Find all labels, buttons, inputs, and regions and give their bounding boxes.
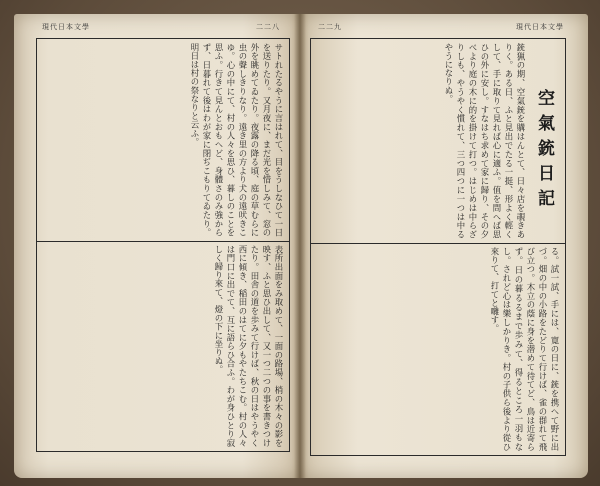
right-header-publication: 現代日本文學	[516, 23, 564, 31]
left-header-publication: 現代日本文學	[42, 23, 90, 31]
right-text-frame	[310, 38, 566, 456]
chapter-title: 空氣銃日記	[534, 89, 554, 214]
right-page-number: 二二九	[318, 23, 342, 31]
right-bottom-text: る。試一試、手には、寛の日に、銃を携へて野に出づ。畑の中の小路をたどりて行けば、雀の群れて飛び立つ。木立の蔭に身を潜めて待てど、鳥は近寄らず。日の暮るるまで歩みて、得るところ一羽もなし。されど心は樂しかりき。村の子供ら後より從ひ來りて、打てと囃す。	[490, 246, 560, 451]
left-page	[14, 14, 300, 478]
left-bottom-text: 表所出面をみ取めて、一面の路場、梢の木々の影を映す、ふと思ひ出して、又一つ二つの事を書きつけたり。田舎の道を歩みて行けば、秋の日はやうやく西に傾き、稲田のはてに夕もやたちこむ。村の人々は門口に出でて、互に語らひ合ふ。わが身ひとり寂しく歸り來て、燈の下に坐りぬ。	[214, 244, 284, 447]
left-page-number: 二二八	[256, 23, 280, 31]
right-top-text: 銃猟の期、空氣銃を購はんとて、日々店を覗きありく。ある日、ふと見出でたる一挺、形よく輕くして、手に取りて見れば心に適ふ。值を問へば思ひの外に安し。すなはち求めて家に歸り、その夕べより庭の木に的を掛けて打つ。はじめは中らざりしも、やうやく慣れて、三つ四つに一つは中るやうになりぬ。	[444, 43, 526, 239]
book-gutter	[294, 14, 306, 478]
left-text-frame	[36, 38, 290, 452]
right-page	[300, 14, 588, 478]
left-divider	[37, 241, 289, 242]
left-top-text: サトれたるやうに言はれて、目をうしなひて一日を送りたり。又月夜に、まだ光を惜しみて、窓の外を眺めてゐたり。夜露の降る頃、庭の草むらに虫の聲しきりなり。遠き里の方より犬の遠吠きこゆ。心の中にて、村の人々を思ひ、暮しのことを思ふ。行きて見んとおもへど、身體さのみ強からず、日暮れて後はわが家に閉ぢこもりてゐたり。明日は村の祭なりと云ふ。	[190, 43, 284, 237]
right-divider	[311, 243, 565, 244]
